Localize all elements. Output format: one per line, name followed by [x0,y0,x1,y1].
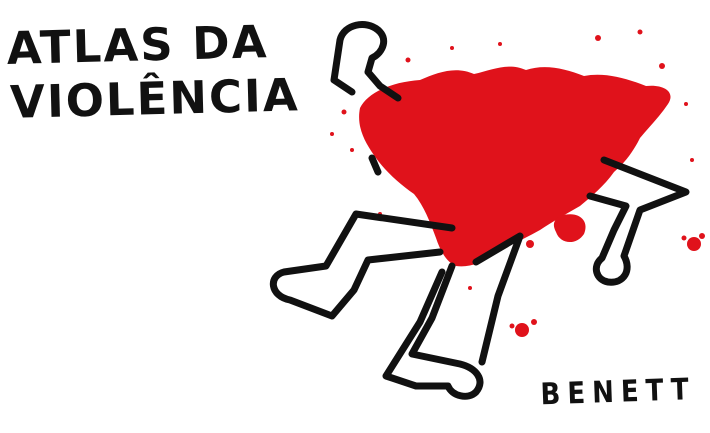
artist-signature: BENETT [540,372,697,413]
blood-splatter-icon [330,30,705,338]
title-line-1: ATLAS DA [6,15,270,75]
poster-title [6,14,300,130]
title-line-2: VIOLÊNCIA [9,68,301,129]
